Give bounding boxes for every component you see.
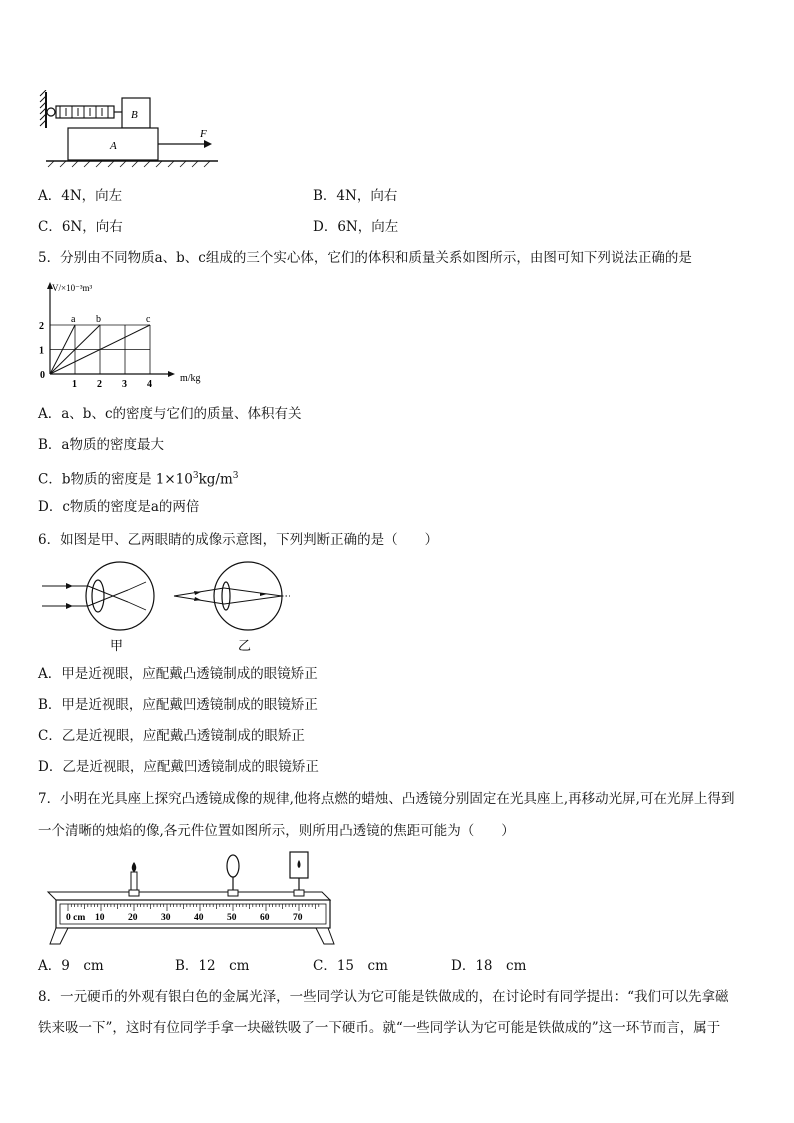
label-a: A (110, 140, 117, 152)
x-tick-label: 4 (147, 379, 152, 390)
x-tick-label: 1 (72, 379, 77, 390)
scale-label: 70 (293, 913, 303, 923)
candle (129, 862, 139, 896)
q6-option-c: C．乙是近视眼，应配戴凸透镜制成的眼矫正 (38, 728, 305, 744)
q4-option-b: B．4N，向右 (313, 188, 398, 204)
series-label-c: c (146, 314, 151, 325)
q7-stem-line1: 7．小明在光具座上探究凸透镜成像的规律,他将点燃的蜡烛、凸透镜分别固定在光具座上,再移动光屏,可在光屏上得到 (38, 791, 735, 807)
x-tick-label: 2 (97, 379, 102, 390)
scale-label: 30 (161, 913, 171, 923)
q7-option-d: D．18 cm (451, 958, 527, 974)
chart-xlabel: m/kg (180, 373, 201, 384)
q5-chart (34, 280, 224, 395)
q6-option-d: D．乙是近视眼，应配戴凹透镜制成的眼镜矫正 (38, 759, 319, 775)
series-label-a: a (71, 314, 76, 325)
q6-option-a: A．甲是近视眼，应配戴凸透镜制成的眼镜矫正 (38, 666, 318, 682)
scale-label: 0 cm (66, 913, 86, 923)
q7-stem-line2: 一个清晰的烛焰的像,各元件位置如图所示，则所用凸透镜的焦距可能为（ ） (38, 823, 515, 839)
scale-label: 60 (260, 913, 270, 923)
q7-option-b: B．12 cm (175, 958, 250, 974)
scale-label: 40 (194, 913, 204, 923)
q7-optical-bench (38, 850, 338, 946)
chart-ylabel: V/×10⁻³m³ (52, 283, 93, 293)
chart-series (50, 314, 151, 374)
q7-option-c: C．15 cm (313, 958, 388, 974)
q5-option-c: C．b物质的密度是 $1\times 10^3kg/m^3$ (38, 471, 239, 488)
q6-stem: 6．如图是甲、乙两眼睛的成像示意图，下列判断正确的是（ ） (38, 532, 439, 548)
q5-stem: 5．分别由不同物质a、b、c组成的三个实心体，它们的体积和质量关系如图所示，由图可知下列说法正确的是 (38, 250, 692, 266)
q6-option-b: B．甲是近视眼，应配戴凹透镜制成的眼镜矫正 (38, 697, 318, 713)
q7-option-a: A．9 cm (38, 958, 104, 974)
x-tick-label: 0 (40, 370, 45, 381)
x-axis-arrow (168, 371, 175, 377)
q4-option-a: A．4N，向左 (38, 188, 123, 204)
label-b: B (131, 109, 138, 121)
q5-option-b: B．a物质的密度最大 (38, 437, 164, 453)
label-yi: 乙 (238, 638, 252, 653)
label-f: F (200, 128, 207, 140)
q8-stem-line2: 铁来吸一下”，这时有位同学手拿一块磁铁吸了一下硬币。就“一些同学认为它可能是铁做成的”这一环节而言，属于 (38, 1020, 721, 1036)
scale-label: 20 (128, 913, 138, 923)
q4-figure (38, 90, 228, 172)
x-tick-label: 3 (122, 379, 127, 390)
chart-axes (47, 282, 175, 377)
y-tick-label: 2 (39, 321, 44, 332)
chart-tick-labels (39, 321, 152, 390)
q5-option-a: A．a、b、c的密度与它们的质量、体积有关 (38, 406, 302, 422)
scale-label: 50 (227, 913, 237, 923)
q5-option-d: D．c物质的密度是a的两倍 (38, 499, 200, 515)
q4-option-d: D．6N，向左 (313, 219, 399, 235)
q4-option-c: C．6N，向右 (38, 219, 123, 235)
q8-stem-line1: 8．一元硬币的外观有银白色的金属光泽，一些同学认为它可能是铁做成的，在讨论时有同学提出：“我们可以先拿磁 (38, 989, 729, 1005)
light-screen (290, 852, 308, 896)
label-jia: 甲 (110, 638, 124, 653)
series-label-b: b (96, 314, 101, 325)
y-tick-label: 1 (39, 345, 44, 357)
scale-label: 10 (95, 913, 105, 923)
convex-lens (227, 855, 239, 896)
q6-figure (38, 560, 298, 656)
